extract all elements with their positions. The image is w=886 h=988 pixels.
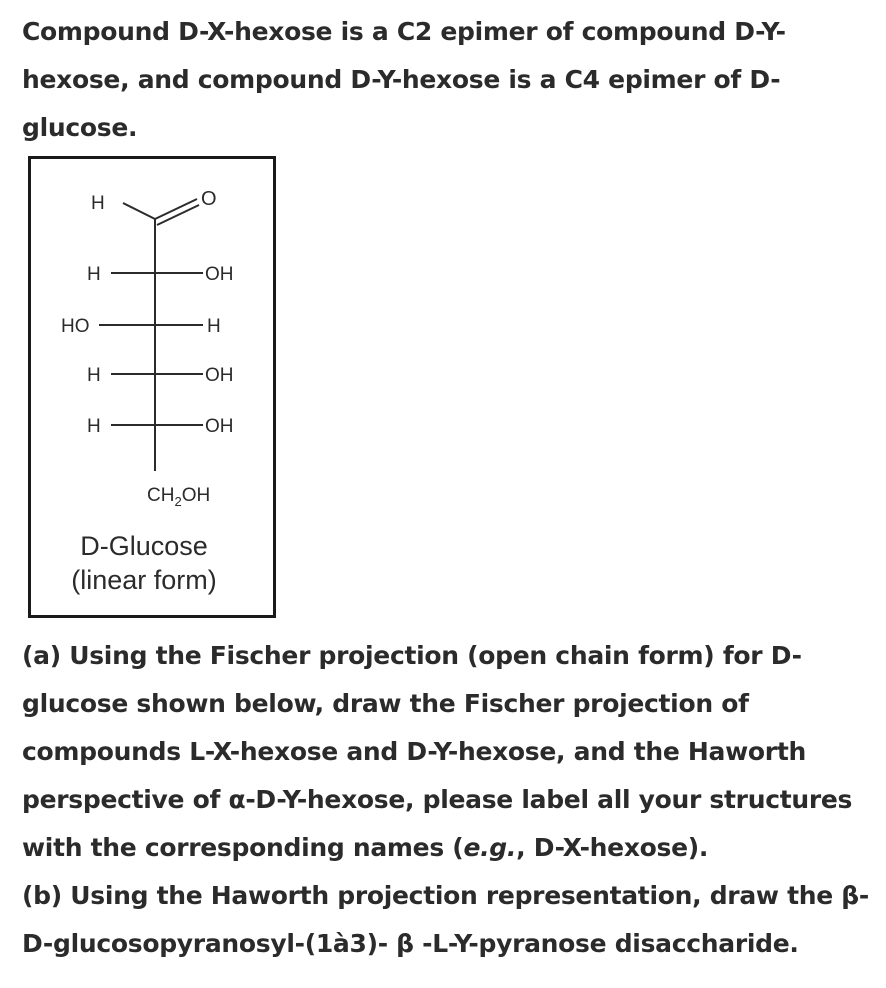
part-a-eg: e.g. (463, 833, 517, 862)
question-part-a (22, 632, 882, 872)
c6-oh: OH (181, 485, 211, 506)
c3-left-group: HO (61, 316, 90, 337)
part-a-text: (a) Using the Fischer projection (open chain form) for D-glucose shown below, draw the Fischer projection of compounds L-X-hexose and D-Y-hexose, and the Haworth perspective of α-D-Y-hexose, please label all your structures with the corresponding names ( (22, 641, 853, 862)
c6-group-label (147, 485, 210, 509)
c6-ch: CH (147, 485, 175, 506)
c3-right-group: H (207, 316, 221, 337)
figure-caption-form: (linear form) (71, 565, 217, 595)
c4-right-group: OH (205, 365, 234, 386)
c5-right-group: OH (205, 416, 234, 437)
c5-left-group: H (87, 416, 101, 437)
aldehyde-h-bond (123, 203, 155, 219)
figure-caption-name: D-Glucose (80, 531, 208, 561)
c2-left-group: H (87, 264, 101, 285)
c6-subscript: 2 (174, 494, 182, 509)
question-part-b: (b) Using the Haworth projection representation, draw the β-D-glucosopyranosyl-(1à3)- β -L-Y-pyranose disaccharide. (22, 881, 869, 958)
c2-right-group: OH (205, 264, 234, 285)
aldehyde-h-label: H (91, 193, 105, 214)
question-intro: Compound D-X-hexose is a C2 epimer of compound D-Y-hexose, and compound D-Y-hexose is a C4 epimer of D-glucose. (22, 17, 786, 142)
aldehyde-o-label: O (201, 188, 217, 210)
c4-left-group: H (87, 365, 101, 386)
part-a-end: , D-X-hexose). (516, 833, 709, 862)
fischer-projection-figure (28, 156, 276, 618)
